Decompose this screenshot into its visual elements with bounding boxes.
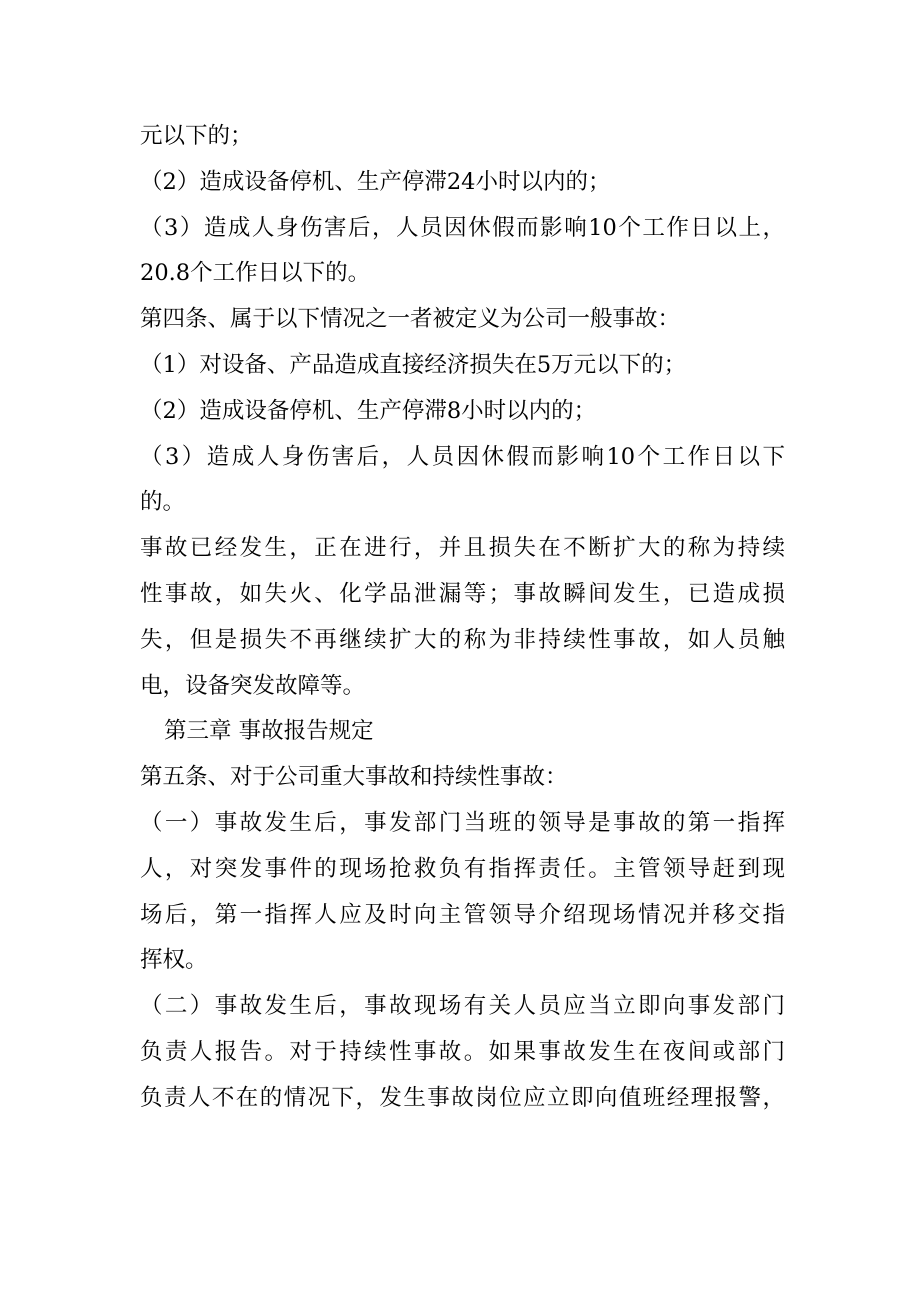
list-item: （2）造成设备停机、生产停滞8小时以内的；: [140, 397, 597, 424]
article-heading: 第五条、对于公司重大事故和持续性事故：: [140, 764, 568, 791]
list-item: （2）造成设备停机、生产停滞24小时以内的；: [140, 168, 611, 195]
paragraph-line: 人，对突发事件的现场抢救负有指挥责任。主管领导赶到现: [140, 855, 785, 882]
paragraph-line: 电，设备突发故障等。: [140, 672, 366, 699]
text-line: 元以下的；: [140, 123, 253, 149]
list-item: （二）事故发生后，事故现场有关人员应当立即向事发部门: [140, 993, 785, 1020]
article-heading: 第四条、属于以下情况之一者被定义为公司一般事故：: [140, 306, 681, 333]
paragraph-line: 事故已经发生，正在进行，并且损失在不断扩大的称为持续: [140, 535, 785, 562]
document-page: [140, 114, 785, 1122]
chapter-heading: 第三章 事故报告规定: [164, 718, 374, 745]
list-item: （一）事故发生后，事发部门当班的领导是事故的第一指挥: [140, 809, 785, 836]
text-line: 的。: [140, 489, 186, 516]
paragraph-line: 场后，第一指挥人应及时向主管领导介绍现场情况并移交指: [140, 901, 785, 928]
list-item: （3）造成人身伤害后，人员因休假而影响10个工作日以下: [140, 443, 785, 470]
paragraph-line: 性事故，如失火、化学品泄漏等；事故瞬间发生，已造成损: [140, 580, 785, 607]
list-item: （3）造成人身伤害后，人员因休假而影响10个工作日以上，: [140, 214, 785, 241]
paragraph-line: 挥权。: [140, 947, 208, 974]
paragraph-line: 负责人报告。对于持续性事故。如果事故发生在夜间或部门: [140, 1038, 785, 1065]
paragraph-line: 负责人不在的情况下，发生事故岗位应立即向值班经理报警，: [140, 1084, 785, 1111]
paragraph-line: 失，但是损失不再继续扩大的称为非持续性事故，如人员触: [140, 626, 785, 653]
text-line: 20.8个工作日以下的。: [140, 260, 371, 287]
list-item: （1）对设备、产品造成直接经济损失在5万元以下的；: [140, 351, 687, 378]
